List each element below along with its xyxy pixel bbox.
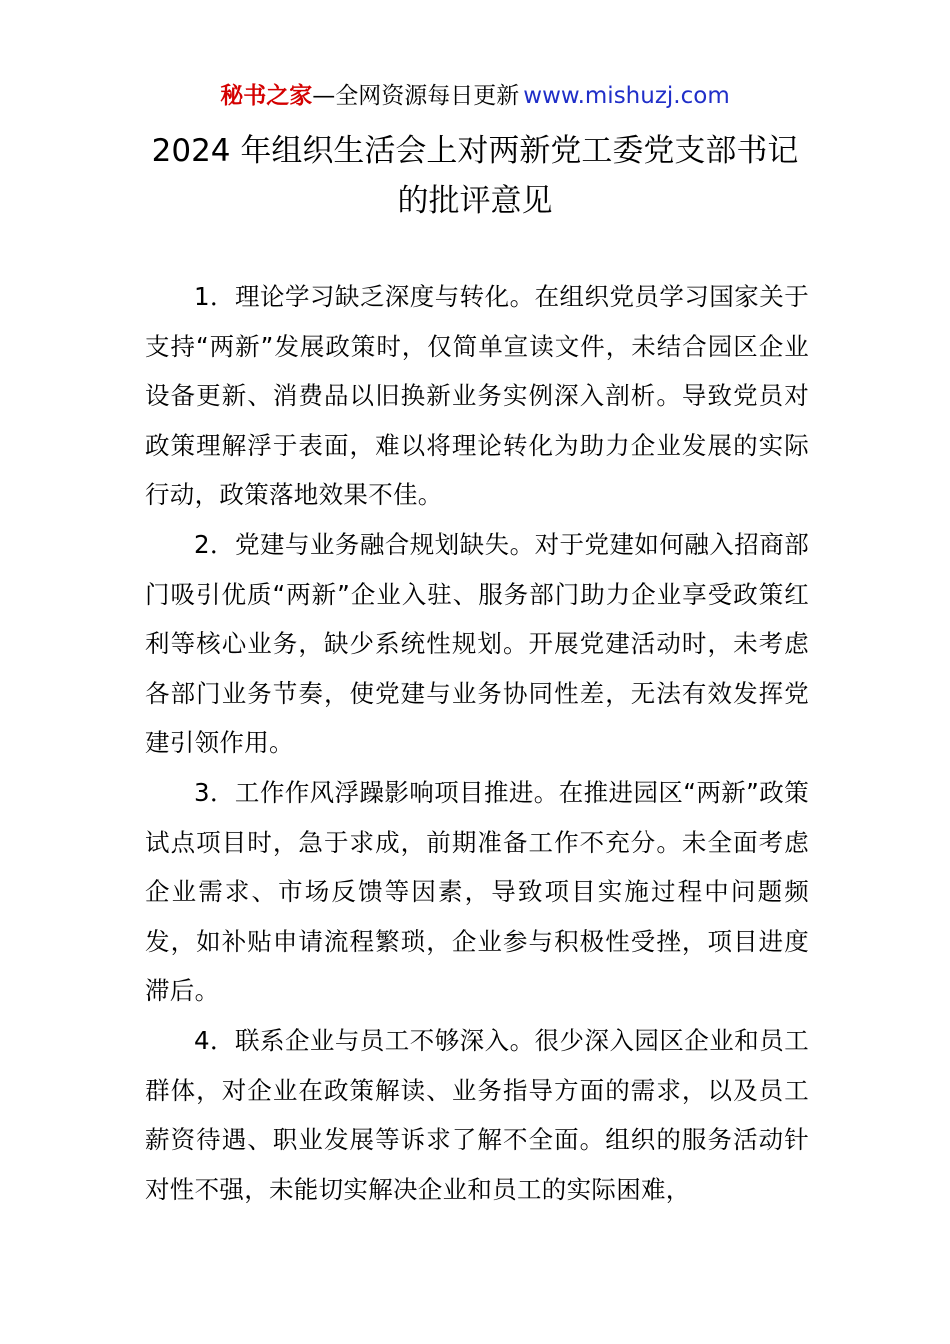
paragraph-1: 1．理论学习缺乏深度与转化。在组织党员学习国家关于支持“两新”发展政策时，仅简单宣读文件，未结合园区企业设备更新、消费品以旧换新业务实例深入剖析。导致党员对政策理解浮于表面，难以将理论转化为助力企业发展的实际行动，政策落地效果不佳。 [145, 282, 809, 510]
title-line-2: 的批评意见 [397, 183, 553, 219]
header-slogan: —全网资源每日更新 [312, 83, 520, 109]
brand-name: 秘书之家 [220, 83, 313, 109]
document-body [145, 272, 809, 1214]
document-title [100, 126, 850, 226]
paragraph-3: 3．工作作风浮躁影响项目推进。在推进园区“两新”政策试点项目时，急于求成，前期准备工作不充分。未全面考虑企业需求、市场反馈等因素，导致项目实施过程中问题频发，如补贴申请流程繁琐，企业参与积极性受挫，项目进度滞后。 [145, 777, 809, 1006]
site-url-link[interactable]: www.mishuzj.com [523, 83, 730, 109]
paragraph-4: 4．联系企业与员工不够深入。很少深入园区企业和员工群体，对企业在政策解读、业务指导方面的需求，以及员工薪资待遇、职业发展等诉求了解不全面。组织的服务活动针对性不强，未能切实解决企业和员工的实际困难， [145, 1025, 809, 1204]
title-line-1: 2024 年组织生活会上对两新党工委党支部书记 [151, 133, 799, 169]
site-header [0, 80, 950, 112]
paragraph-2: 2．党建与业务融合规划缺失。对于党建如何融入招商部门吸引优质“两新”企业入驻、服务部门助力企业享受政策红利等核心业务，缺少系统性规划。开展党建活动时，未考虑各部门业务节奏，使党建与业务协同性差，无法有效发挥党建引领作用。 [145, 529, 809, 758]
